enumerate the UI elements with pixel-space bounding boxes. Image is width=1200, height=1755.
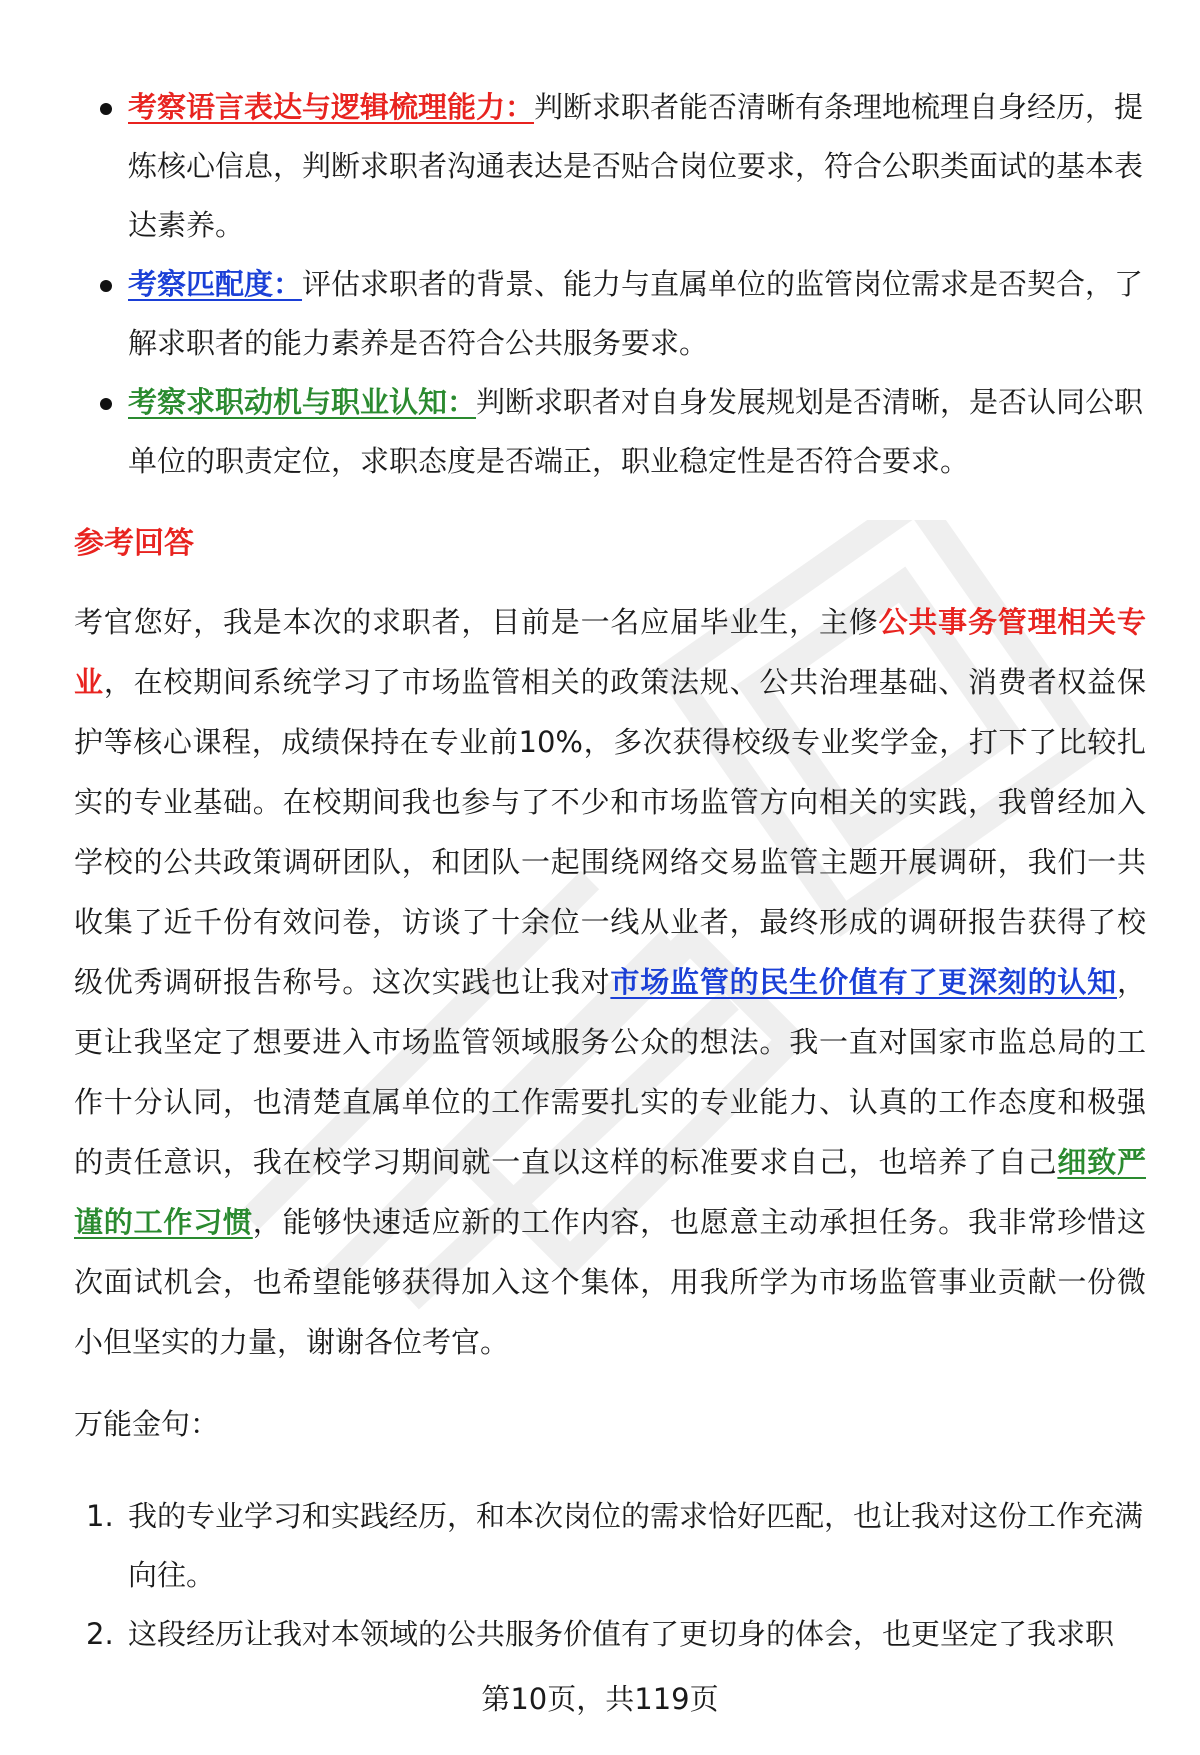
golden-sentences-title: 万能金句： — [74, 1407, 220, 1441]
answer-text: 考官您好，我是本次的求职者，目前是一名应届毕业生，主修 — [74, 605, 879, 639]
reference-answer-paragraph — [74, 592, 1146, 1372]
answer-text: ，在校期间系统学习了市场监管相关的政策法规、公共治理基础、消费者权益保护等核心课程，成绩保持在专业前10%，多次获得校级专业奖学金，打下了比较扎实的专业基础。在校期间我也参与了不少和市场监管方向相关的实践，我曾经加入学校的公共政策调研团队，和团队一起围绕网络交易监管主题开展调研，我们一共收集了近千份有效问卷，访谈了十余位一线从业者，最终形成的调研报告获得了校级优秀调研报告称号。这次实践也让我对 — [74, 665, 1146, 999]
bullet-label: 考察求职动机与职业认知： — [128, 385, 477, 419]
bullet-item-language — [74, 78, 1154, 255]
list-item — [74, 1605, 1154, 1664]
list-text: 我的专业学习和实践经历，和本次岗位的需求恰好匹配，也让我对这份工作充满向往。 — [128, 1499, 1144, 1592]
bullet-label: 考察语言表达与逻辑梳理能力： — [128, 90, 535, 124]
list-number: 1. — [86, 1499, 114, 1533]
bullet-label: 考察匹配度： — [128, 267, 303, 301]
highlight-major: 公共事务管理相关专业 — [74, 605, 1146, 699]
bullet-dot — [100, 103, 112, 115]
list-text: 这段经历让我对本领域的公共服务价值有了更切身的体会，也更坚定了我求职 — [128, 1617, 1115, 1651]
answer-text: ，更让我坚定了想要进入市场监管领域服务公众的想法。我一直对国家市监总局的工作十分认同，也清楚直属单位的工作需要扎实的专业能力、认真的工作态度和极强的责任意识，我在校学习期间就一直以这样的标准要求自己，也培养了自己 — [74, 965, 1146, 1179]
bullet-dot — [100, 280, 112, 292]
bullet-text: 判断求职者对自身发展规划是否清晰，是否认同公职单位的职责定位，求职态度是否端正，职业稳定性是否符合要求。 — [128, 385, 1144, 478]
bullet-item-match — [74, 255, 1154, 373]
bullet-text: 评估求职者的背景、能力与直属单位的监管岗位需求是否契合，了解求职者的能力素养是否符合公共服务要求。 — [128, 267, 1144, 360]
list-number: 2. — [86, 1617, 114, 1651]
bullet-item-motivation — [74, 373, 1154, 491]
bullet-dot — [100, 398, 112, 410]
answer-text: ，能够快速适应新的工作内容，也愿意主动承担任务。我非常珍惜这次面试机会，也希望能够获得加入这个集体，用我所学为市场监管事业贡献一份微小但坚实的力量，谢谢各位考官。 — [74, 1205, 1146, 1359]
page-number-footer: 第10页，共119页 — [481, 1682, 719, 1716]
section-title: 参考回答 — [74, 526, 194, 561]
highlight-insight: 市场监管的民生价值有了更深刻的认知 — [610, 965, 1117, 999]
list-item — [74, 1487, 1154, 1605]
bullet-text: 判断求职者能否清晰有条理地梳理自身经历，提炼核心信息，判断求职者沟通表达是否贴合岗位要求，符合公职类面试的基本表达素养。 — [128, 90, 1144, 242]
golden-sentences-list — [74, 1487, 1154, 1664]
highlight-habit: 细致严谨的工作习惯 — [74, 1145, 1146, 1239]
assessment-bullet-list — [74, 78, 1154, 491]
